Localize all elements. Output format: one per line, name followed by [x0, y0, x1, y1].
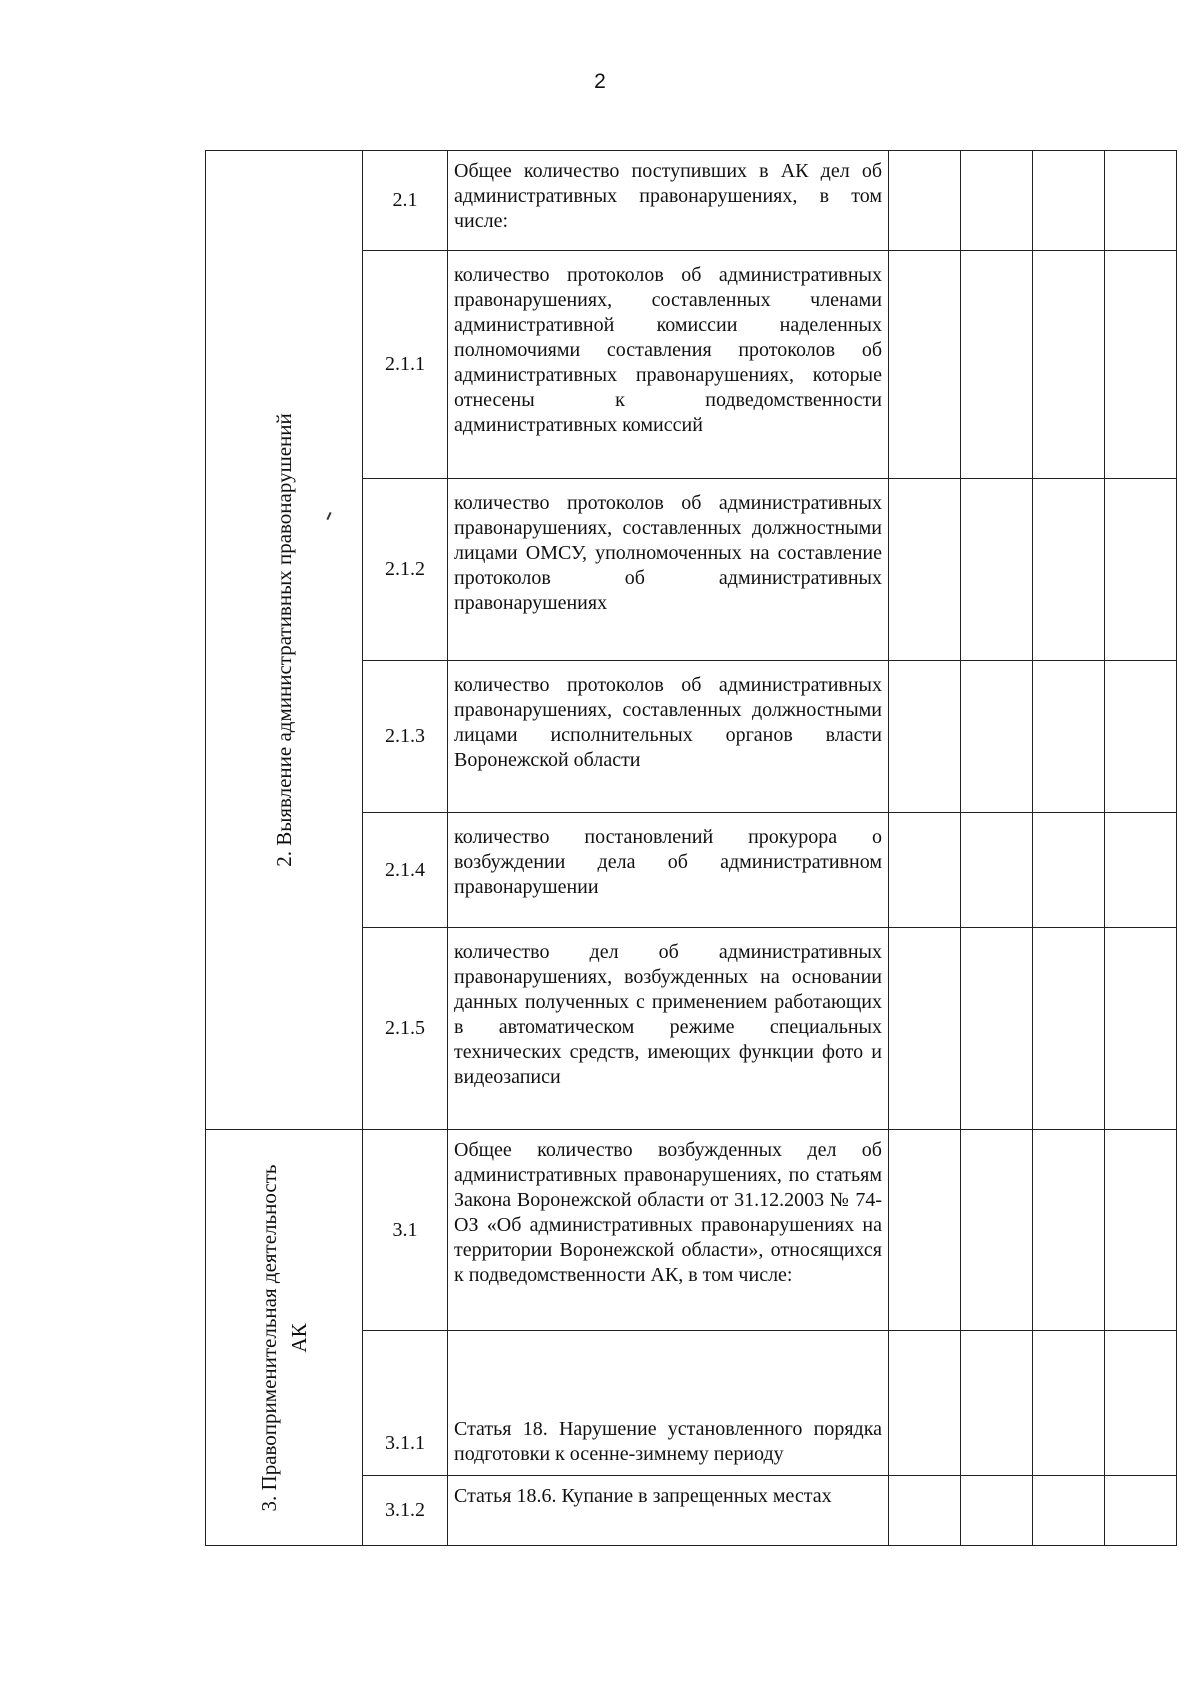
row-description: количество постановлений прокурора о возбуждении дела об административном правонарушении	[448, 813, 889, 928]
row-description: количество протоколов об административных правонарушениях, составленных членами административной комиссии наделенных полномочиями составления протоколов об административных правонарушениях, которые отнесены к подведомственности административных комиссий	[448, 251, 889, 479]
value-cell	[1033, 1476, 1105, 1546]
value-cell	[1105, 151, 1177, 251]
row-code: 3.1.1	[363, 1331, 448, 1476]
value-cell	[1033, 661, 1105, 813]
row-code: 2.1.4	[363, 813, 448, 928]
row-description: количество дел об административных правонарушениях, возбужденных на основании данных полученных с применением работающих в автоматическом режиме специальных технических средств, имеющих функции фото и видеозаписи	[448, 928, 889, 1130]
row-code: 2.1.5	[363, 928, 448, 1130]
section-3-header	[206, 1130, 363, 1546]
row-description: Общее количество возбужденных дел об административных правонарушениях, по статьям Закона Воронежской области от 31.12.2003 № 74-ОЗ «Об административных правонарушениях на территории Воронежской области», относящихся к подведомственности АК, в том числе:	[448, 1130, 889, 1331]
value-cell	[1105, 251, 1177, 479]
value-cell	[889, 813, 961, 928]
value-cell	[961, 1130, 1033, 1331]
value-cell	[889, 661, 961, 813]
value-cell	[961, 479, 1033, 661]
value-cell	[961, 1331, 1033, 1476]
value-cell	[1033, 1130, 1105, 1331]
row-description: количество протоколов об административных правонарушениях, составленных должностными лицами исполнительных органов власти Воронежской области	[448, 661, 889, 813]
value-cell	[1105, 479, 1177, 661]
row-description: Статья 18. Нарушение установленного порядка подготовки к осенне-зимнему периоду	[448, 1331, 889, 1476]
value-cell	[889, 1130, 961, 1331]
value-cell	[961, 1476, 1033, 1546]
value-cell	[889, 928, 961, 1130]
page-number: 2	[594, 70, 606, 93]
value-cell	[961, 151, 1033, 251]
value-cell	[961, 928, 1033, 1130]
value-cell	[1105, 928, 1177, 1130]
row-code: 3.1	[363, 1130, 448, 1331]
value-cell	[1105, 661, 1177, 813]
section-title-line: 2. Выявление административных правонарушений	[272, 413, 296, 867]
value-cell	[1105, 1476, 1177, 1546]
value-cell	[961, 661, 1033, 813]
section-title-line: 3. Правоприменительная деятельность	[257, 1164, 281, 1511]
row-description: Статья 18.6. Купание в запрещенных местах	[448, 1476, 889, 1546]
row-code: 3.1.2	[363, 1476, 448, 1546]
section-title-line: АК	[287, 1322, 311, 1353]
value-cell	[1033, 151, 1105, 251]
value-cell	[1033, 1331, 1105, 1476]
value-cell	[1105, 813, 1177, 928]
value-cell	[889, 1331, 961, 1476]
table-row	[206, 1130, 1177, 1331]
row-description: Общее количество поступивших в АК дел об административных правонарушениях, в том числе:	[448, 151, 889, 251]
value-cell	[1033, 251, 1105, 479]
value-cell	[961, 813, 1033, 928]
row-code: 2.1	[363, 151, 448, 251]
table-row	[206, 151, 1177, 251]
value-cell	[1033, 928, 1105, 1130]
value-cell	[1033, 479, 1105, 661]
value-cell	[889, 479, 961, 661]
section-2-header	[206, 151, 363, 1130]
value-cell	[1105, 1331, 1177, 1476]
row-code: 2.1.2	[363, 479, 448, 661]
value-cell	[889, 151, 961, 251]
report-table	[205, 150, 1177, 1546]
row-code: 2.1.3	[363, 661, 448, 813]
row-description: количество протоколов об административных правонарушениях, составленных должностными лицами ОМСУ, уполномоченных на составление протоколов об административных правонарушениях	[448, 479, 889, 661]
value-cell	[961, 251, 1033, 479]
value-cell	[889, 1476, 961, 1546]
value-cell	[889, 251, 961, 479]
value-cell	[1105, 1130, 1177, 1331]
value-cell	[1033, 813, 1105, 928]
row-code: 2.1.1	[363, 251, 448, 479]
